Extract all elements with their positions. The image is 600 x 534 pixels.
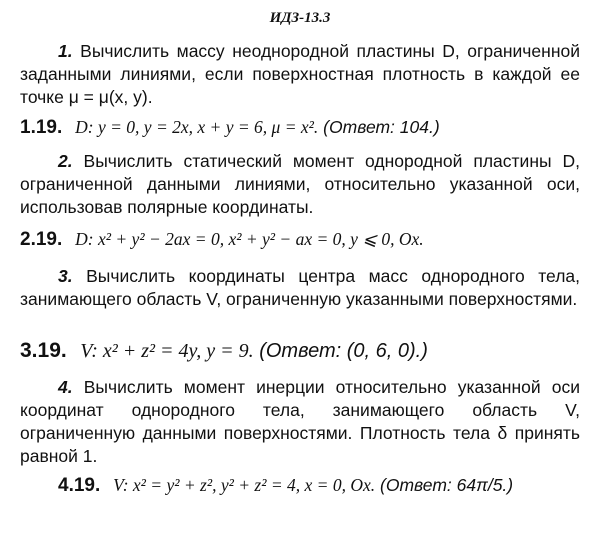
task-1-statement: [20, 40, 580, 109]
task-1-text: Вычислить массу неоднородной пластины D, ограниченной заданными линиями, если поверхностная плотность в каждой ее точке μ = μ(x, y).: [20, 41, 580, 107]
document-title: ИДЗ-13.3: [269, 10, 331, 26]
problem-4-expression: V: x² = y² + z², y² + z² = 4, x = 0, Ox.: [113, 475, 376, 495]
task-2-text: Вычислить статический момент однородной пластины D, ограниченной данными линиями, относительно указанной оси, использовав полярные координаты.: [20, 151, 580, 217]
task-4-text: Вычислить момент инерции относительно указанной оси координат однородного тела, занимающего область V, ограниченную данными поверхностями. Плотность тела δ принять равной 1.: [20, 377, 580, 466]
problem-4-number: 4.19.: [58, 475, 101, 496]
task-2-statement: [20, 150, 580, 219]
task-4-number: 4.: [58, 377, 73, 397]
problem-2-19: [20, 228, 585, 251]
problem-1-answer: (Ответ: 104.): [323, 117, 440, 137]
problem-4-answer: (Ответ: 64π/5.): [380, 475, 514, 495]
problem-3-number: 3.19.: [20, 339, 67, 362]
task-3-text: Вычислить координаты центра масс однородного тела, занимающего область V, ограниченную указанными поверхностями.: [20, 266, 580, 309]
task-2-number: 2.: [58, 151, 73, 171]
task-1-number: 1.: [58, 41, 73, 61]
problem-1-19: [20, 116, 585, 139]
problem-3-expression: V: x² + z² = 4y, y = 9.: [80, 340, 254, 362]
problem-2-number: 2.19.: [20, 229, 63, 250]
problem-4-19: [20, 474, 585, 497]
task-3-statement: [20, 265, 580, 311]
problem-3-19: [20, 339, 585, 363]
task-4-statement: [20, 376, 580, 468]
problem-1-number: 1.19.: [20, 117, 63, 138]
problem-2-expression: D: x² + y² − 2ax = 0, x² + y² − ax = 0, y ⩽ 0, Ox.: [75, 229, 424, 249]
task-3-number: 3.: [58, 266, 73, 286]
problem-3-answer: (Ответ: (0, 6, 0).): [259, 340, 428, 362]
problem-1-expression: D: y = 0, y = 2x, x + y = 6, μ = x².: [75, 117, 319, 137]
